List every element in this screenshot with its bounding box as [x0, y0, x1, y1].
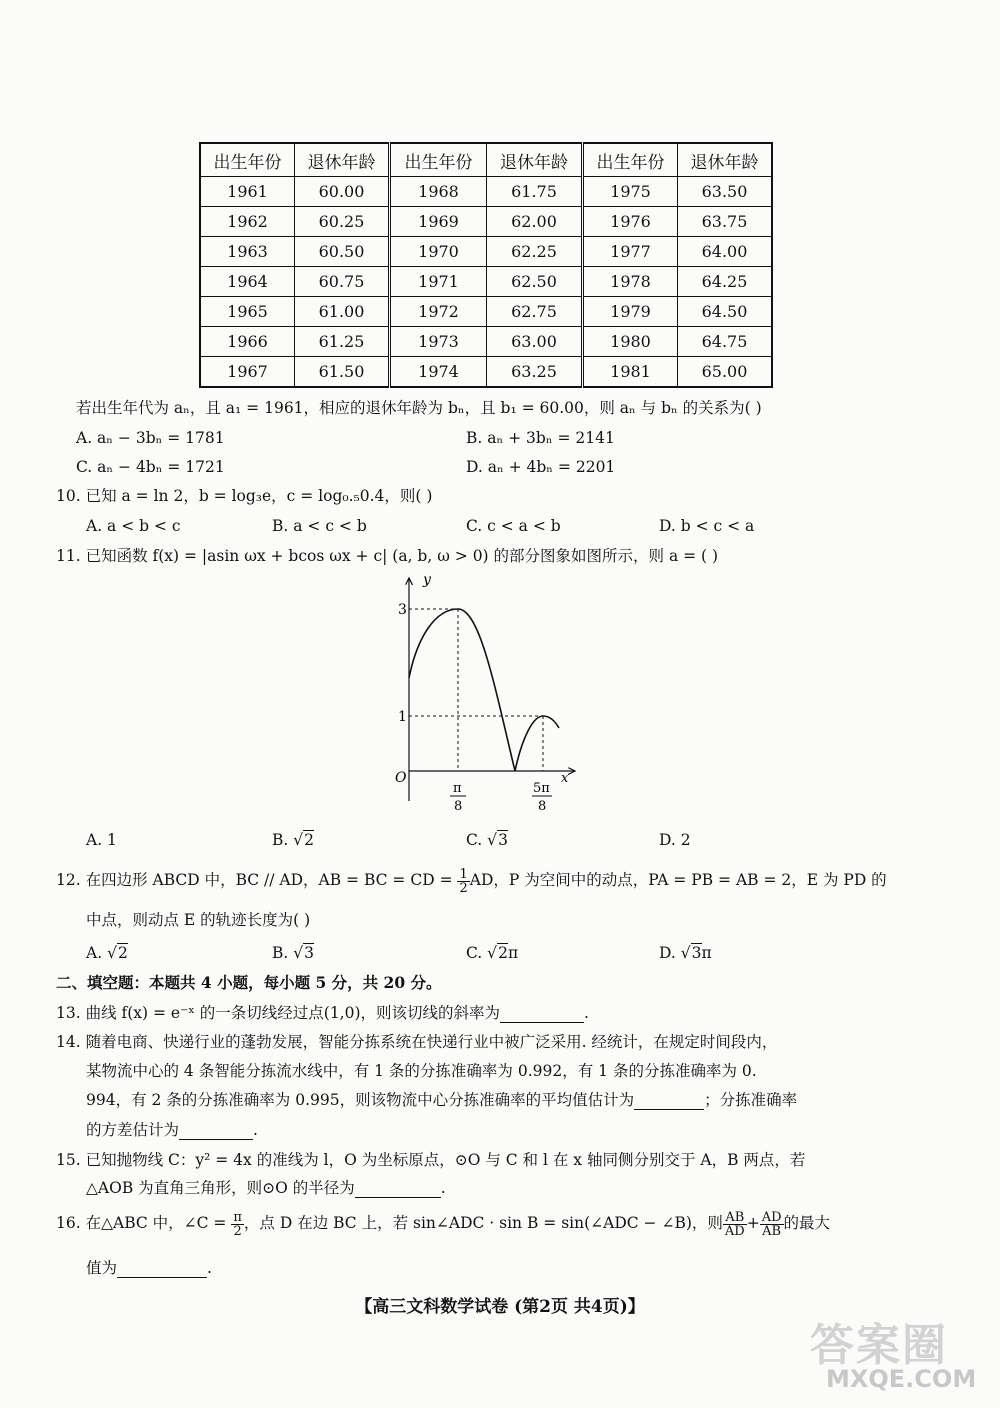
- retire-age-cell: 60.50: [295, 237, 390, 267]
- table-header: 出生年份: [200, 143, 295, 177]
- table-header: 退休年龄: [487, 143, 583, 177]
- q16-line2: 值为 .: [86, 1259, 212, 1277]
- y-label: y: [423, 572, 431, 588]
- q12-stem-line2: 中点，则动点 E 的轨迹长度为( ): [86, 911, 311, 929]
- q9-option-c: C. aₙ − 4bₙ = 1721: [76, 458, 225, 476]
- page-footer: 【高三文科数学试卷 (第2页 共4页)】: [355, 1297, 645, 1317]
- table-header-row: [200, 143, 772, 177]
- q11-function-graph: [395, 568, 595, 818]
- q12-option-a: A. √2: [86, 944, 128, 962]
- table-row: [200, 207, 772, 237]
- table-header: 退休年龄: [295, 143, 390, 177]
- birth-year-cell: 1968: [390, 177, 487, 207]
- birth-year-cell: 1970: [390, 237, 487, 267]
- q10-stem: 10. 已知 a = ln 2，b = log₃e，c = log₀.₅0.4，则( ): [56, 487, 433, 505]
- retire-age-cell: 60.75: [295, 267, 390, 297]
- q12-option-b: B. √3: [272, 944, 315, 962]
- table-header: 出生年份: [583, 143, 678, 177]
- birth-year-cell: 1962: [200, 207, 295, 237]
- q11-option-a: A. 1: [86, 831, 117, 849]
- q15-answer-blank: [355, 1181, 441, 1198]
- q11-stem: 11. 已知函数 f(x) = |asin ωx + bcos ωx + c| (a, b, ω > 0) 的部分图象如图所示，则 a = ( ): [56, 547, 719, 565]
- function-curve: [409, 609, 559, 771]
- q15-line2: △AOB 为直角三角形，则⊙O 的半径为 .: [86, 1179, 446, 1197]
- birth-year-cell: 1979: [583, 297, 678, 327]
- birth-year-cell: 1966: [200, 327, 295, 357]
- q9-option-d: D. aₙ + 4bₙ = 2201: [466, 458, 616, 476]
- q9-option-b: B. aₙ + 3bₙ = 2141: [466, 429, 615, 447]
- q9-stem: 若出生年代为 aₙ，且 a₁ = 1961，相应的退休年龄为 bₙ，且 b₁ = 60.00，则 aₙ 与 bₙ 的关系为( ): [76, 399, 762, 417]
- retire-age-cell: 63.75: [678, 207, 773, 237]
- q14-line2: 某物流中心的 4 条智能分拣流水线中，有 1 条的分拣准确率为 0.992，有 1 条的分拣准确率为 0.: [86, 1062, 757, 1080]
- table-row: [200, 327, 772, 357]
- birth-year-cell: 1974: [390, 357, 487, 388]
- retire-age-cell: 63.25: [487, 357, 583, 388]
- watermark-logo: 答案圈 MXQE.COM: [810, 1320, 977, 1393]
- birth-year-cell: 1967: [200, 357, 295, 388]
- retire-age-cell: 62.50: [487, 267, 583, 297]
- birth-year-cell: 1965: [200, 297, 295, 327]
- q10-option-b: B. a < c < b: [272, 517, 367, 535]
- retire-age-cell: 61.00: [295, 297, 390, 327]
- q10-option-a: A. a < b < c: [86, 517, 181, 535]
- q14-line4: 的方差估计为 .: [86, 1121, 258, 1139]
- q10-option-d: D. b < c < a: [659, 517, 755, 535]
- retire-age-cell: 61.25: [295, 327, 390, 357]
- birth-year-cell: 1975: [583, 177, 678, 207]
- table-row: [200, 267, 772, 297]
- q13-stem: 13. 曲线 f(x) = e⁻ˣ 的一条切线经过点(1,0)，则该切线的斜率为 .: [56, 1004, 589, 1022]
- birth-year-cell: 1961: [200, 177, 295, 207]
- birth-year-cell: 1969: [390, 207, 487, 237]
- q14-line1: 14. 随着电商、快递行业的蓬勃发展，智能分拣系统在快递行业中被广泛采用. 经统计，在规定时间段内，: [56, 1033, 778, 1051]
- tick-5pi-num: 5π: [533, 781, 550, 796]
- retire-age-cell: 62.25: [487, 237, 583, 267]
- section-2-heading: 二、填空题：本题共 4 小题，每小题 5 分，共 20 分。: [56, 973, 442, 992]
- retire-age-cell: 61.50: [295, 357, 390, 388]
- q12-stem-line1: 12. 在四边形 ABCD 中，BC // AD，AB = BC = CD = $\frac{1}{2}$ AD，P 为空间中的动点，PA = PB = AB = 2，E 为 PD 的: [56, 866, 887, 896]
- retire-age-cell: 62.75: [487, 297, 583, 327]
- tick-pi-num: π: [453, 781, 462, 796]
- birth-year-cell: 1972: [390, 297, 487, 327]
- birth-year-cell: 1973: [390, 327, 487, 357]
- retire-age-cell: 65.00: [678, 357, 773, 388]
- q12-option-c: C. √2π: [466, 944, 519, 962]
- tick-3: 3: [398, 602, 407, 618]
- retire-age-cell: 64.25: [678, 267, 773, 297]
- q12-option-d: D. √3π: [659, 944, 712, 962]
- tick-1: 1: [398, 709, 407, 725]
- origin-label: O: [395, 770, 407, 786]
- x-label: x: [561, 771, 569, 786]
- birth-year-cell: 1963: [200, 237, 295, 267]
- retire-age-cell: 64.50: [678, 297, 773, 327]
- retirement-table: [199, 142, 773, 388]
- q11-option-d: D. 2: [659, 831, 691, 849]
- tick-5pi-den: 8: [538, 799, 547, 814]
- q14-variance-blank: [179, 1123, 253, 1140]
- q14-line3: 994，有 2 条的分拣准确率为 0.995，则该物流中心分拣准确率的平均值估计为 ；分拣准确率: [86, 1091, 798, 1109]
- q9-option-a: A. aₙ − 3bₙ = 1781: [76, 429, 225, 447]
- retire-age-cell: 62.00: [487, 207, 583, 237]
- q11-option-b: B. √2: [272, 831, 315, 849]
- retire-age-cell: 60.25: [295, 207, 390, 237]
- retire-age-cell: 63.50: [678, 177, 773, 207]
- table-header: 出生年份: [390, 143, 487, 177]
- q13-answer-blank: [500, 1006, 584, 1023]
- q16-line1: 16. 在△ABC 中，∠C = $\frac{\pi}{2}$ ，点 D 在边 BC 上，若 sin∠ADC · sin B = sin(∠ADC − ∠B)，则 $\frac{AB}{AD}$ + $\frac{AD}{AB}$ 的最大: [56, 1209, 831, 1239]
- table-row: [200, 357, 772, 388]
- table-row: [200, 177, 772, 207]
- retire-age-cell: 61.75: [487, 177, 583, 207]
- q14-mean-blank: [634, 1093, 704, 1110]
- table-row: [200, 297, 772, 327]
- table-row: [200, 237, 772, 267]
- retire-age-cell: 64.00: [678, 237, 773, 267]
- q10-option-c: C. c < a < b: [466, 517, 561, 535]
- q15-line1: 15. 已知抛物线 C：y² = 4x 的准线为 l，O 为坐标原点，⊙O 与 C 和 l 在 x 轴同侧分别交于 A，B 两点，若: [56, 1151, 806, 1169]
- birth-year-cell: 1976: [583, 207, 678, 237]
- q16-answer-blank: [117, 1261, 207, 1278]
- retire-age-cell: 64.75: [678, 327, 773, 357]
- birth-year-cell: 1981: [583, 357, 678, 388]
- birth-year-cell: 1971: [390, 267, 487, 297]
- retire-age-cell: 63.00: [487, 327, 583, 357]
- table-header: 退休年龄: [678, 143, 773, 177]
- birth-year-cell: 1977: [583, 237, 678, 267]
- retire-age-cell: 60.00: [295, 177, 390, 207]
- q11-option-c: C. √3: [466, 831, 508, 849]
- tick-pi-den: 8: [454, 799, 463, 814]
- birth-year-cell: 1978: [583, 267, 678, 297]
- birth-year-cell: 1980: [583, 327, 678, 357]
- birth-year-cell: 1964: [200, 267, 295, 297]
